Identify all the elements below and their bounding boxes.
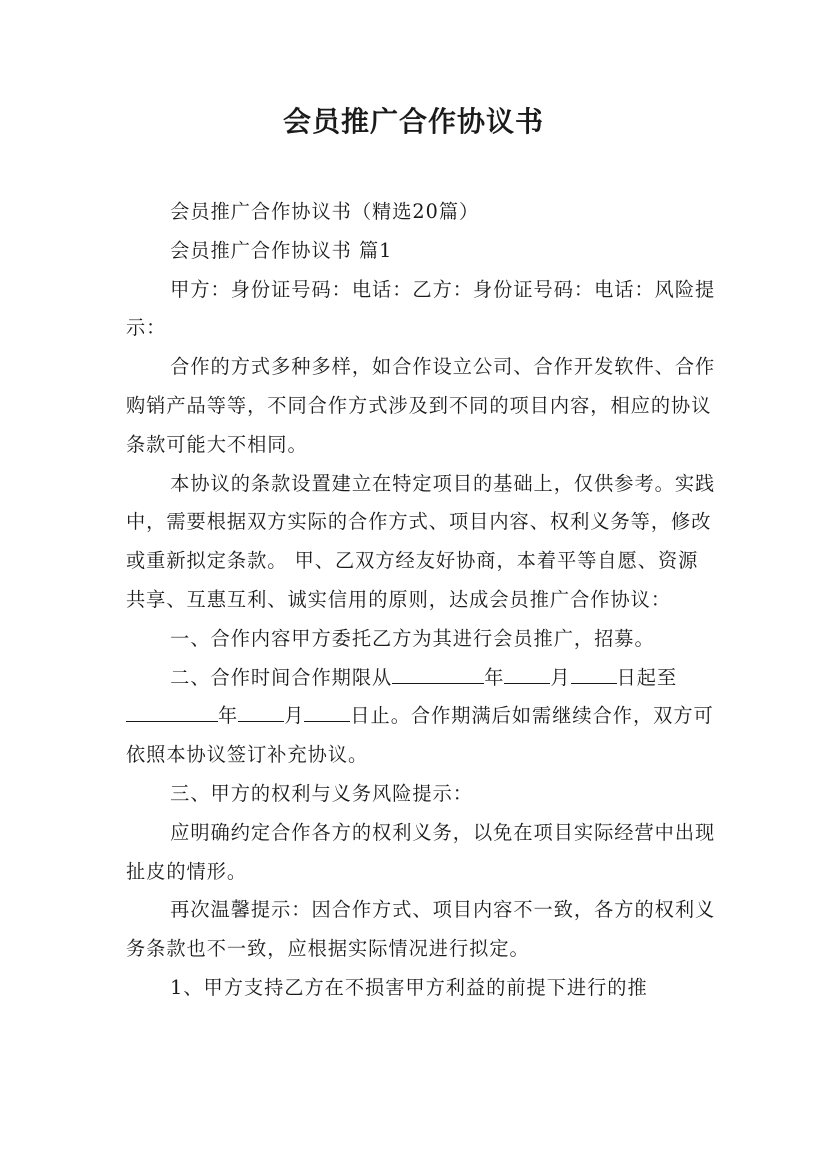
paragraph-reminder: 再次温馨提示：因合作方式、项目内容不一致，各方的权利义务条款也不一致，应根据实际情况进行拟定。 [126,898,716,961]
document-title: 会员推广合作协议书 [282,105,544,138]
paragraph-clause-1: 一、合作内容甲方委托乙方为其进行会员推广，招募。 [170,626,655,650]
blank-end-month [238,701,284,722]
paragraph-rights-note: 应明确约定合作各方的权利义务，以免在项目实际经营中出现扯皮的情形。 [126,820,716,883]
paragraph-section-heading: 会员推广合作协议书 篇1 [170,238,393,262]
paragraph-subtitle: 会员推广合作协议书（精选20篇） [170,200,480,223]
blank-start-year [392,662,484,683]
clause-2-tail: 日止。合作期满后如需继续合作，双方可依照本协议签订补充协议。 [126,704,714,767]
label-month-end: 月 [284,704,305,728]
blank-end-day [304,701,350,722]
blank-start-day [571,662,617,683]
paragraph-clause-3: 三、甲方的权利与义务风险提示： [170,781,473,805]
blank-start-month [504,662,550,683]
label-year: 年 [484,665,505,689]
paragraph-item-1: 1、甲方支持乙方在不损害甲方利益的前提下进行的推 [170,975,648,999]
label-start: 日起至 [616,665,678,689]
paragraph-cooperation-methods: 合作的方式多种多样，如合作设立公司、合作开发软件、合作购销产品等等，不同合作方式涉及到不同的项目内容，相应的协议条款可能大不相同。 [126,355,716,456]
label-year-end: 年 [218,704,239,728]
blank-end-year [126,701,218,722]
label-month: 月 [550,665,571,689]
paragraph-parties: 甲方：身份证号码：电话：乙方：身份证号码：电话：风险提示： [126,277,716,340]
document-body [126,193,718,1008]
paragraph-terms-basis: 本协议的条款设置建立在特定项目的基础上，仅供参考。实践中，需要根据双方实际的合作方式、项目内容、权利义务等，修改或重新拟定条款。 甲、乙双方经友好协商，本着平等自愿、资源共享、互惠互利、诚实信用的原则，达成会员推广合作协议： [126,471,716,611]
clause-2-text: 二、合作时间合作期限从 [170,665,393,689]
paragraph-clause-2 [126,659,718,775]
